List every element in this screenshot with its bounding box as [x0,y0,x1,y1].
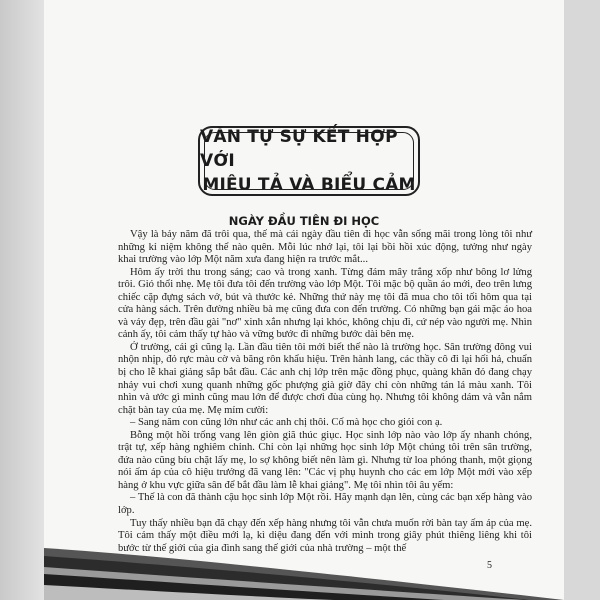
paragraph: Bỗng một hồi trống vang lên giòn giã thúc giục. Học sinh lớp nào vào lớp ấy nhanh chóng, trật tự, xếp hàng nghiêm chỉnh. Chỉ còn lại những học sinh lớp Một chúng tôi trên sân trường, đứa nào cũng bíu chặt lấy mẹ, lo sợ không biết nên làm gì. Nhưng từ loa phóng thanh, một giọng nói ấm áp của cô hiệu trưởng đã vang lên: "Các vị phụ huynh cho các em lớp Một mới vào xếp hàng ở khu vực giữa sân để bắt đầu làm lễ khai giảng". Mẹ tôi nhìn tôi âu yếm: [118,429,532,491]
paragraph: Tuy thấy nhiều bạn đã chạy đến xếp hàng nhưng tôi vẫn chưa muốn rời bàn tay ấm áp của mẹ. Tôi cảm thấy một điều mới lạ, kì diệu đang đến với mình trong giây phút thiêng liêng khi tôi bước từ thế giới của gia đình sang thế giới của nhà trường – một thế [118,517,532,554]
book-spine-shadow [0,0,44,600]
paragraph: Hôm ấy trời thu trong sáng; cao và trong xanh. Từng đám mây trắng xốp như bông lơ lửng trôi. Gió thổi nhẹ. Mẹ tôi đưa tôi đến trường vào lớp Một. Tôi mặc bộ quần áo mới, đeo trên lưng chiếc cặp đựng sách vở, bút và thước kẻ. Những thứ này mẹ tôi đã mua cho tôi tối hôm qua tại cửa hàng sách. Trên đường nhiều bà mẹ cũng đưa con đến trường. Có những bạn gái mặc áo hoa và váy đẹp, trên đầu gài "nơ" xinh xắn nhưng lại khóc, không chịu đi, cứ nép vào người mẹ. Nhìn cảnh ấy, tôi cảm thấy tự hào và vững bước đi những bước dài bên mẹ. [118,266,532,341]
paragraph: Ở trường, cái gì cũng lạ. Lần đầu tiên tôi mới biết thế nào là trường học. Sân trường đông vui nhộn nhịp, đỏ rực màu cờ và băng rôn khẩu hiệu. Trên hành lang, các thầy cô đi lại hối hả, chuẩn bị cho lễ khai giảng sắp bắt đầu. Các anh chị lớp trên mặc đồng phục, quàng khăn đỏ đang chạy nhảy vui chơi xung quanh những gốc phượng già giờ đây chỉ còn những tán lá màu xanh. Tôi nhìn và ước gì mình cũng mau lớn để được chơi đùa cùng họ. Nhưng tôi không dám và vẫn nắm chặt bàn tay của mẹ. Mẹ mỉm cười: [118,341,532,416]
chapter-title-line-1: VĂN TỰ SỰ KẾT HỢP VỚI [200,127,398,171]
paragraph: – Thế là con đã thành cậu học sinh lớp Một rồi. Hãy mạnh dạn lên, cùng các bạn xếp hàng vào lớp. [118,492,532,517]
paragraph: Vậy là bảy năm đã trôi qua, thế mà cái ngày đầu tiên đi học vẫn sống mãi trong lòng tôi như những kỉ niệm không thể nào quên. Mỗi lúc nhớ lại, tôi lại bồi hồi xúc động, tưởng như ngày khai trường vào lớp Một năm xưa đang hiện ra trước mắt... [118,229,532,266]
book-page [44,0,564,600]
paragraph: – Sang năm con cũng lớn như các anh chị thôi. Cố mà học cho giỏi con ạ. [130,417,443,429]
decorative-swoosh [44,0,564,600]
page-number: 5 [487,560,492,571]
chapter-title-line-2: MIÊU TẢ VÀ BIỂU CẢM [202,175,416,195]
essay-heading: NGÀY ĐẦU TIÊN ĐI HỌC [228,214,380,228]
